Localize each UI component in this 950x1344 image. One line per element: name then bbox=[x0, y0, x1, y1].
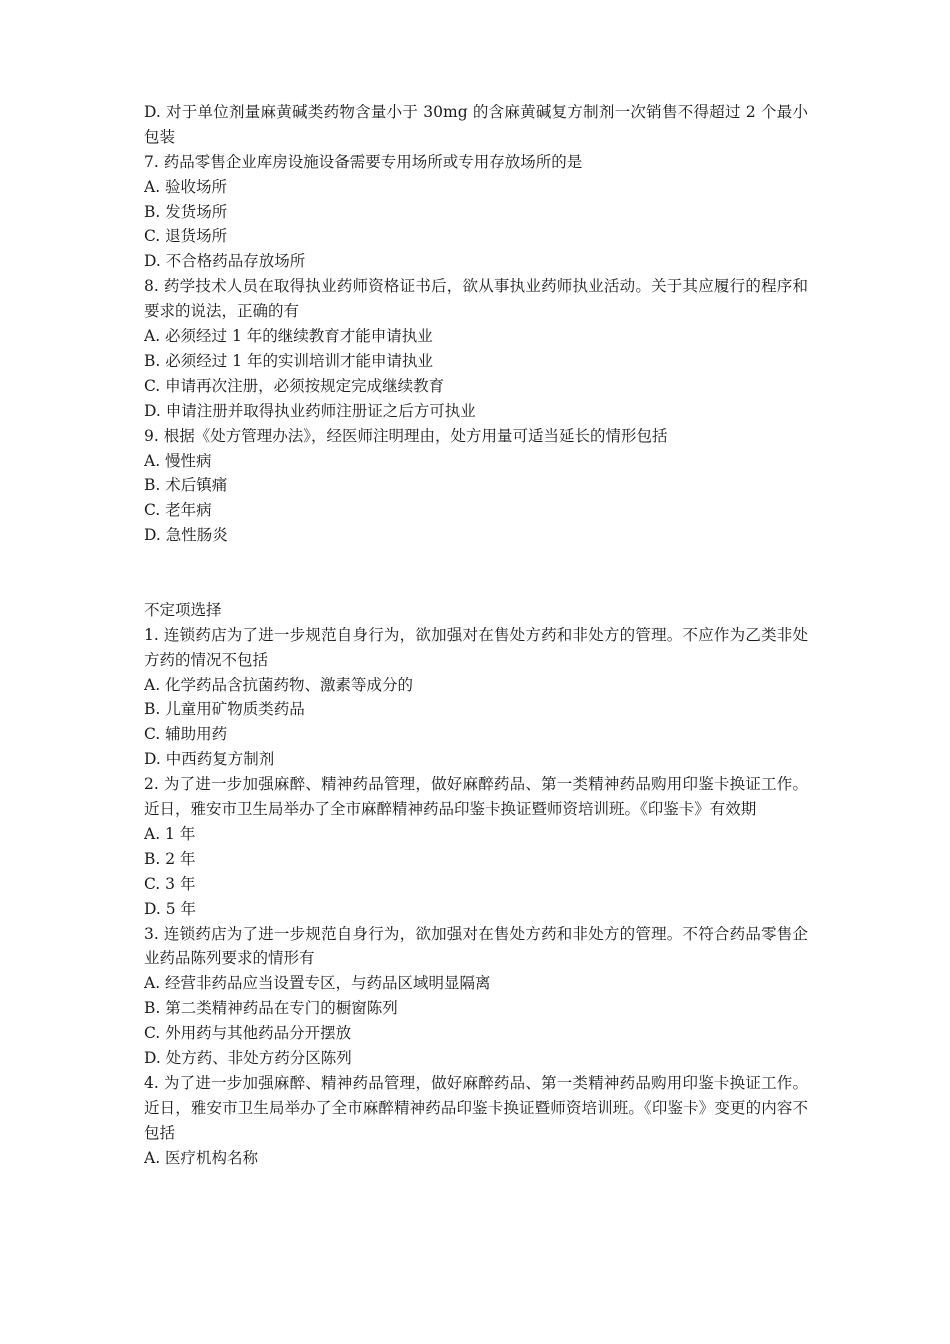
text-line: A. 慢性病 bbox=[144, 451, 212, 470]
text-line: 不定项选择 bbox=[144, 600, 222, 619]
text-line: B. 2 年 bbox=[144, 849, 196, 868]
text-line: C. 辅助用药 bbox=[144, 725, 228, 744]
text-line: A. 必须经过 1 年的继续教育才能申请执业 bbox=[144, 327, 433, 346]
text-line: C. 3 年 bbox=[144, 874, 196, 893]
question-paragraph: 2. 为了进一步加强麻醉、精神药品管理，做好麻醉药品、第一类精神药品购用印鉴卡换证工作。近日，雅安市卫生局举办了全市麻醉精神药品印鉴卡换证暨师资培训班。《印鉴卡》有效期 bbox=[144, 775, 808, 819]
question-paragraph: D. 对于单位剂量麻黄碱类药物含量小于 30mg 的含麻黄碱复方制剂一次销售不得超过 2 个最小包装 bbox=[144, 103, 808, 146]
question-paragraph: 1. 连锁药店为了进一步规范自身行为，欲加强对在售处方药和非处方的管理。不应作为乙类非处方药的情况不包括 bbox=[144, 625, 808, 669]
text-line: B. 儿童用矿物质类药品 bbox=[144, 700, 305, 719]
text-line: D. 中西药复方制剂 bbox=[144, 750, 275, 769]
text-line: A. 医疗机构名称 bbox=[144, 1148, 259, 1167]
text-line: B. 必须经过 1 年的实训培训才能申请执业 bbox=[144, 351, 433, 370]
text-line: A. 1 年 bbox=[144, 824, 196, 843]
text-line: A. 验收场所 bbox=[144, 177, 228, 196]
text-line: B. 第二类精神药品在专门的橱窗陈列 bbox=[144, 999, 398, 1018]
text-line: 9. 根据《处方管理办法》，经医师注明理由，处方用量可适当延长的情形包括 bbox=[144, 426, 668, 445]
text-line: 7. 药品零售企业库房设施设备需要专用场所或专用存放场所的是 bbox=[144, 152, 583, 171]
section-gap bbox=[144, 548, 808, 598]
text-line: C. 老年病 bbox=[144, 501, 212, 520]
questions-section-1 bbox=[144, 100, 808, 548]
text-line: A. 经营非药品应当设置专区，与药品区域明显隔离 bbox=[144, 974, 491, 993]
question-paragraph: 3. 连锁药店为了进一步规范自身行为，欲加强对在售处方药和非处方的管理。不符合药品零售企业药品陈列要求的情形有 bbox=[144, 924, 808, 968]
text-line: D. 急性肠炎 bbox=[144, 526, 228, 545]
text-line: B. 术后镇痛 bbox=[144, 476, 228, 495]
document-page bbox=[144, 100, 808, 1171]
text-line: D. 申请注册并取得执业药师注册证之后方可执业 bbox=[144, 401, 476, 420]
text-line: C. 申请再次注册，必须按规定完成继续教育 bbox=[144, 376, 445, 395]
text-line: D. 不合格药品存放场所 bbox=[144, 252, 306, 271]
questions-section-2 bbox=[144, 598, 808, 1171]
text-line: C. 退货场所 bbox=[144, 227, 228, 246]
text-line: A. 化学药品含抗菌药物、激素等成分的 bbox=[144, 675, 414, 694]
question-paragraph: 8. 药学技术人员在取得执业药师资格证书后，欲从事执业药师执业活动。关于其应履行的程序和要求的说法，正确的有 bbox=[144, 277, 808, 321]
text-line: D. 处方药、非处方药分区陈列 bbox=[144, 1049, 352, 1068]
text-line: C. 外用药与其他药品分开摆放 bbox=[144, 1024, 352, 1043]
question-paragraph: 4. 为了进一步加强麻醉、精神药品管理，做好麻醉药品、第一类精神药品购用印鉴卡换证工作。近日，雅安市卫生局举办了全市麻醉精神药品印鉴卡换证暨师资培训班。《印鉴卡》变更的内容不包括 bbox=[144, 1073, 808, 1142]
text-line: D. 5 年 bbox=[144, 899, 197, 918]
text-line: B. 发货场所 bbox=[144, 202, 228, 221]
